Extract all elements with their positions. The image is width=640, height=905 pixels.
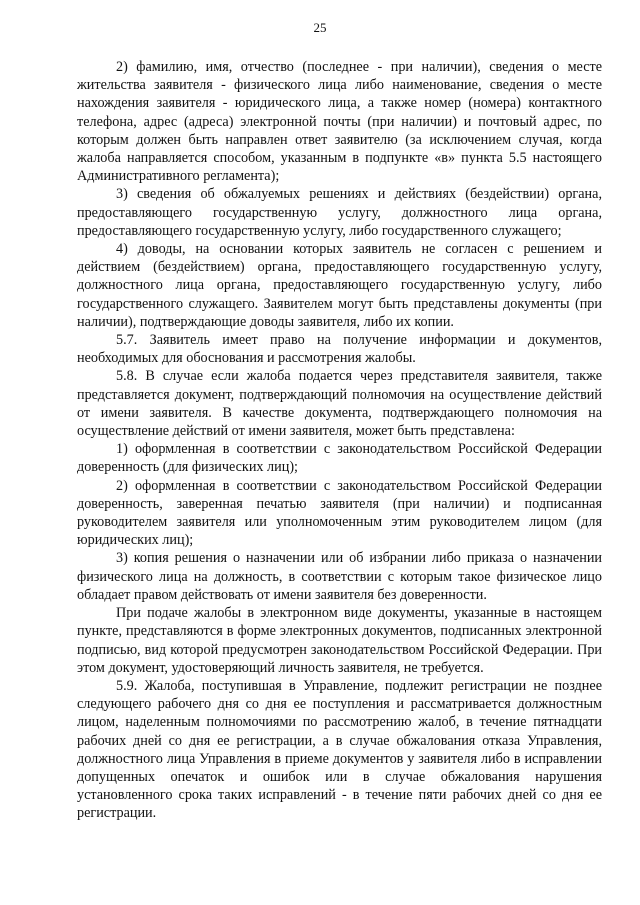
- paragraph-item-4: 4) доводы, на основании которых заявитель не согласен с решением и действием (бездействием) органа, предоставляющего государственную услугу, должностного лица органа, предоставляющего государственную услугу, либо государственного служащего. Заявителем могут быть представлены документы (при наличии), подтверждающие доводы заявителя, либо их копии.: [77, 241, 602, 330]
- paragraph-5-9: 5.9. Жалоба, поступившая в Управление, подлежит регистрации не позднее следующего рабочего дня со дня ее поступления и рассматривается должностным лицом, наделенным полномочиями по рассмотрению жалоб, в течение пятнадцати рабочих дней со дня ее регистрации, а в случае обжалования отказа Управления, должностного лица Управления в приеме документов у заявителя либо в исправлении допущенных опечаток и ошибок или в случае обжалования нарушения установленного срока таких исправлений - в течение пяти рабочих дней со дня ее регистрации.: [77, 677, 602, 822]
- paragraph-electronic-submission: При подаче жалобы в электронном виде документы, указанные в настоящем пункте, представляются в форме электронных документов, подписанных электронной подписью, вид которой предусмотрен законодательством Российской Федерации. При этом документ, удостоверяющий личность заявителя, не требуется.: [77, 605, 602, 676]
- document-body: [77, 58, 602, 823]
- paragraph-5-7: 5.7. Заявитель имеет право на получение информации и документов, необходимых для обоснования и рассмотрения жалобы.: [77, 332, 602, 367]
- paragraph-5-8-item-2: 2) оформленная в соответствии с законодательством Российской Федерации доверенность, заверенная печатью заявителя (при наличии) и подписанная руководителем заявителя или уполномоченным этим руководителем лицом (для юридических лиц);: [77, 477, 602, 549]
- paragraph-5-8-item-3: 3) копия решения о назначении или об избрании либо приказа о назначении физического лица на должность, в соответствии с которым такое физическое лицо обладает правом действовать от имени заявителя без доверенности.: [77, 550, 602, 603]
- page-number: 25: [313, 20, 327, 35]
- paragraph-item-2: 2) фамилию, имя, отчество (последнее - при наличии), сведения о месте жительства заявителя - физического лица либо наименование, сведения о месте нахождения заявителя - юридического лица, а также номер (номера) контактного телефона, адрес (адреса) электронной почты (при наличии) и почтовый адрес, по которым должен быть направлен ответ заявителю (за исключением случая, когда жалоба направляется способом, указанным в подпункте «в» пункта 5.5 настоящего Административного регламента);: [77, 59, 602, 185]
- paragraph-item-3: 3) сведения об обжалуемых решениях и действиях (бездействии) органа, предоставляющего государственную услугу, должностного лица органа, предоставляющего государственную услугу, либо государственного служащего;: [77, 186, 602, 239]
- paragraph-5-8-item-1: 1) оформленная в соответствии с законодательством Российской Федерации доверенность (для физических лиц);: [77, 441, 602, 476]
- paragraph-5-8: 5.8. В случае если жалоба подается через представителя заявителя, также представляется документ, подтверждающий полномочия на осуществление действий от имени заявителя. В качестве документа, подтверждающего полномочия на осуществление действий от имени заявителя, может быть представлена:: [77, 368, 602, 440]
